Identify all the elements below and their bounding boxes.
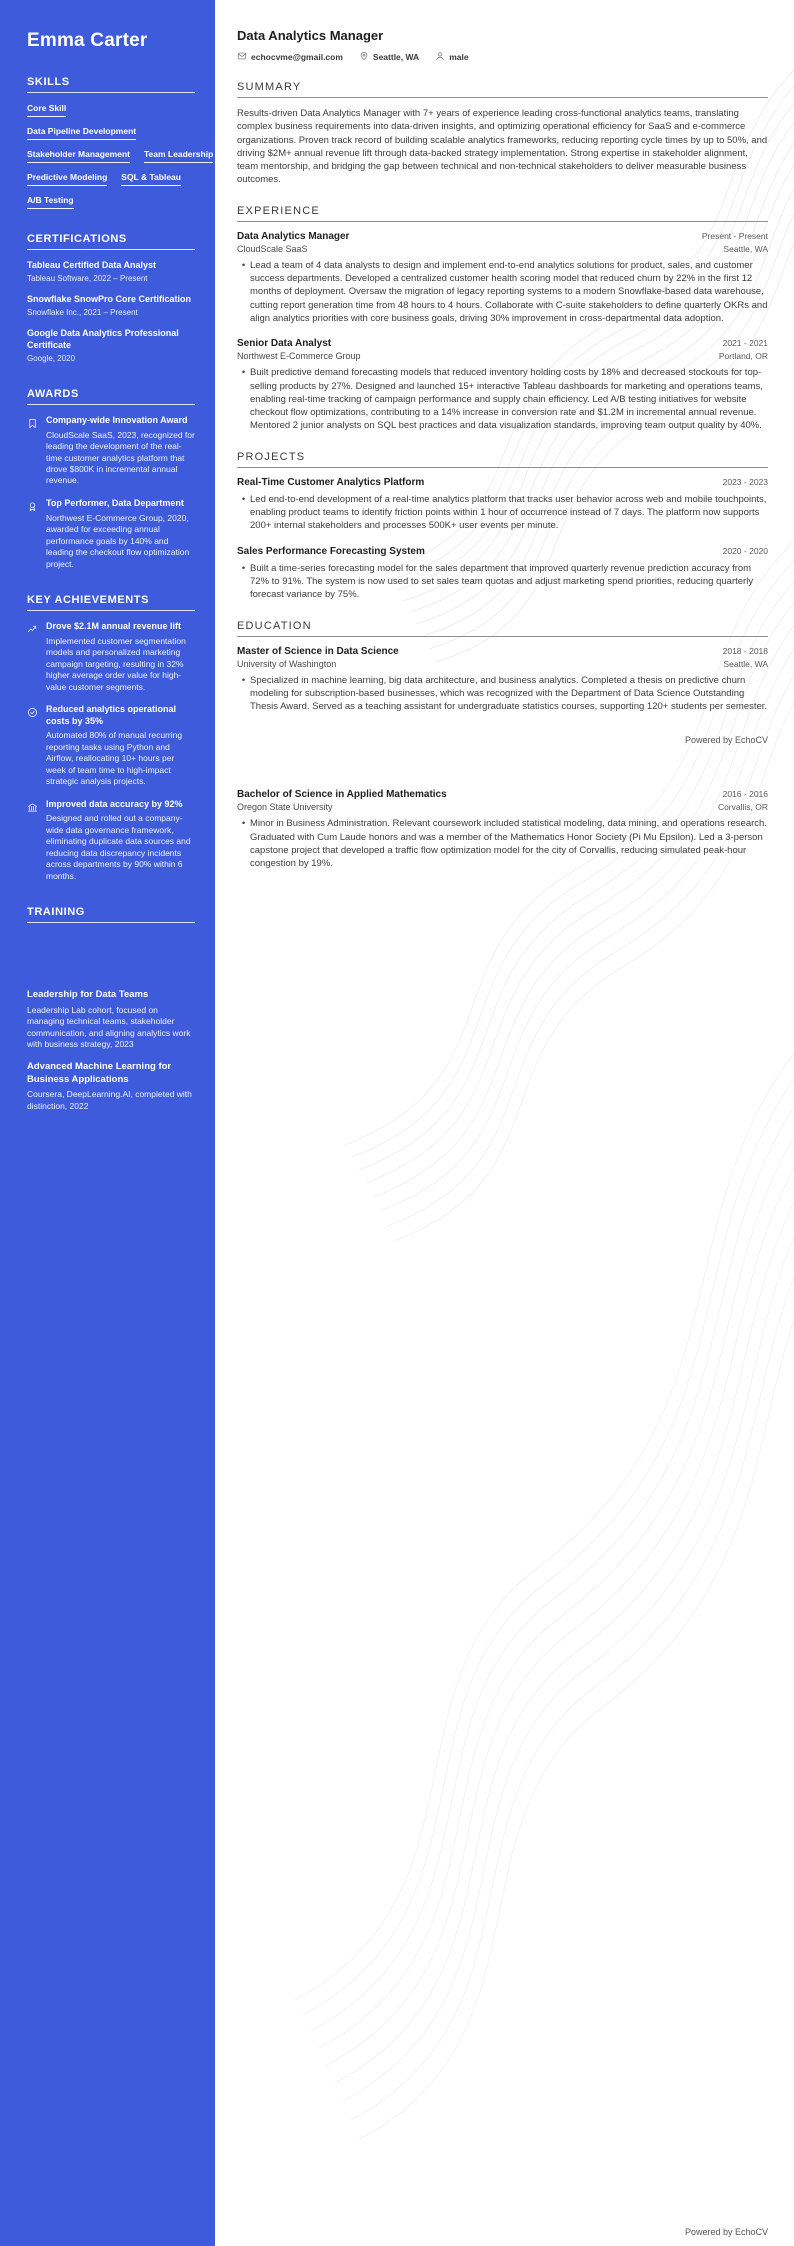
bookmark-icon <box>27 416 39 487</box>
job-role: Data Analytics Manager <box>237 230 350 242</box>
contact-location <box>359 51 419 63</box>
skill-item: Team Leadership <box>144 149 213 163</box>
bank-icon <box>27 800 39 883</box>
skill-item: A/B Testing <box>27 195 74 209</box>
job-title: Data Analytics Manager <box>237 28 384 43</box>
education-section-continued <box>237 789 768 870</box>
education-bullet: • Minor in Business Administration. Relevant coursework included statistical modeling, data mining, and operations research. Graduated with Cum Laude honors and was a member of the Mathematics Honor Society (Pi Mu Epsilon). Led a 3-person capstone project that developed a traffic flow optimization model for the city of Corvallis, reducing simulated peak-hour congestion by 19%. <box>237 817 768 870</box>
job-location: Seattle, WA <box>723 243 768 254</box>
contact-gender <box>435 51 468 63</box>
experience-heading: EXPERIENCE <box>237 205 768 222</box>
job-location: Portland, OR <box>718 351 768 362</box>
contact-email <box>237 51 343 63</box>
project-dates: 2020 - 2020 <box>722 545 768 556</box>
contact-row <box>237 51 768 63</box>
bullet-marker: • <box>241 259 246 271</box>
project-bullet: • Led end-to-end development of a real-time analytics platform that tracks user behavior across web and mobile touchpoints, enabling product teams to identify friction points within 1 hour of occurrence instead of 7 days. The platform now supports 200+ internal stakeholders and processes 500K+ user events per minute. <box>237 493 768 533</box>
training-name: Leadership for Data Teams <box>27 989 149 1001</box>
medal-icon <box>27 499 39 570</box>
training-item <box>27 1061 195 1112</box>
job-company: CloudScale SaaS <box>237 243 308 254</box>
experience-entry <box>237 231 768 325</box>
achievement-detail: Implemented customer segmentation models and personalized marketing campaign targeting, resulting in 32% higher average order value for high-value customer segments. <box>46 635 186 692</box>
projects-heading: PROJECTS <box>237 451 768 468</box>
bullet-marker: • <box>241 674 246 686</box>
achievement-name: Drove $2.1M annual revenue lift <box>46 620 182 631</box>
powered-by-watermark: Powered by EchoCV <box>684 735 768 746</box>
certification-name: Snowflake SnowPro Core Certification <box>27 294 192 305</box>
achievement-item <box>27 621 195 693</box>
project-name: Real-Time Customer Analytics Platform <box>237 476 425 488</box>
envelope-icon <box>237 51 247 63</box>
awards-section <box>27 388 195 570</box>
page-break-gap <box>237 745 768 789</box>
job-dates: Present - Present <box>701 230 768 241</box>
experience-section <box>237 205 768 433</box>
school-location: Seattle, WA <box>723 658 768 669</box>
education-bullet: • Specialized in machine learning, big data architecture, and business analytics. Completed a thesis on predictive churn modeling for subscription-based businesses, which was recognized with the Department of Data Science Outstanding Thesis Award. Served as a teaching assistant for undergraduate statistics courses, supporting 120+ students per semester. <box>237 674 768 714</box>
skills-list <box>27 103 214 209</box>
job-bullet: • Lead a team of 4 data analysts to design and implement end-to-end analytics solutions for product, sales, and customer success departments. Developed a centralized customer health scoring model that reduced churn by 22% in the first 12 months of deployment. Oversaw the migration of legacy reporting systems to a modern Snowflake-based data warehouse, cutting report generation time from 48 hours to 4 hours. Collaborate with C-suite stakeholders to define quarterly OKRs and align analytics priorities with core business goals, driving 30% improvement in cross-departmental data adoption. <box>237 259 768 325</box>
certification-item <box>27 260 195 284</box>
project-entry <box>237 546 768 602</box>
school-name: Oregon State University <box>237 802 333 813</box>
awards-heading: AWARDS <box>27 388 195 405</box>
certification-detail: Google, 2020 <box>27 353 76 363</box>
training-detail: Leadership Lab cohort, focused on managing technical teams, stakeholder communication, and aligning analytics work with business strategy, 2023 <box>27 1004 191 1049</box>
training-item <box>27 989 195 1050</box>
pin-icon <box>359 51 369 63</box>
sidebar <box>0 0 215 2246</box>
job-bullet: • Built predictive demand forecasting models that reduced inventory holding costs by 18% and decreased stockouts for top-selling products by 27%. Designed and launched 15+ interactive Tableau dashboards for marketing and operations teams, enabling real-time tracking of campaign performance and supply chain efficiency. Led A/B testing initiatives for website checkout flow optimizations, contributing to a 14% increase in conversion rate and $1.2M in incremental annual revenue. Mentored 2 junior analysts on SQL best practices and data visualization standards, improving team output quality by 40%. <box>237 366 768 432</box>
skills-heading: SKILLS <box>27 76 195 93</box>
email-value: echocvme@gmail.com <box>251 52 343 62</box>
achievement-detail: Automated 80% of manual recurring reporting tasks using Python and Airflow, reallocating 10+ hours per week of team time to high-impact strategic analysis projects. <box>46 730 183 787</box>
achievement-item <box>27 799 195 883</box>
sidebar-page-gap <box>27 933 195 989</box>
skill-item: Core Skill <box>27 103 66 117</box>
award-detail: Northwest E-Commerce Group, 2020, awarded for exceeding annual performance goals by 140% and leading the checkout flow optimization project. <box>46 512 190 569</box>
bullet-marker: • <box>241 818 246 830</box>
training-name: Advanced Machine Learning for Business Applications <box>27 1061 172 1085</box>
degree-name: Master of Science in Data Science <box>237 645 399 657</box>
project-dates: 2023 - 2023 <box>722 476 768 487</box>
training-heading: TRAINING <box>27 906 195 923</box>
achievement-detail: Designed and rolled out a company-wide data governance framework, eliminating duplicate data sources and reducing data discrepancy incidents across departments by 90% within 6 months. <box>46 813 191 881</box>
experience-entry <box>237 338 768 432</box>
education-section <box>237 620 768 714</box>
job-dates: 2021 - 2021 <box>722 338 768 349</box>
education-entry <box>237 646 768 714</box>
certifications-heading: CERTIFICATIONS <box>27 233 195 250</box>
certification-detail: Tableau Software, 2022 – Present <box>27 273 148 283</box>
certification-name: Tableau Certified Data Analyst <box>27 260 157 270</box>
main-column <box>215 0 794 2246</box>
skill-item: Predictive Modeling <box>27 172 107 186</box>
project-name: Sales Performance Forecasting System <box>237 545 425 557</box>
award-name: Top Performer, Data Department <box>46 497 184 508</box>
certification-detail: Snowflake Inc., 2021 – Present <box>27 307 138 317</box>
location-value: Seattle, WA <box>372 52 420 62</box>
key-achievements-heading: KEY ACHIEVEMENTS <box>27 594 195 611</box>
skill-item: SQL & Tableau <box>121 172 181 186</box>
award-item <box>27 498 195 570</box>
achievement-name: Reduced analytics operational costs by 35% <box>46 704 177 726</box>
award-item <box>27 415 195 487</box>
job-company: Northwest E-Commerce Group <box>237 351 361 362</box>
skill-item: Stakeholder Management <box>27 149 130 163</box>
certification-item <box>27 294 195 318</box>
award-name: Company-wide Innovation Award <box>46 414 188 425</box>
project-entry <box>237 477 768 533</box>
degree-name: Bachelor of Science in Applied Mathematics <box>237 789 447 801</box>
education-heading: EDUCATION <box>237 620 768 637</box>
certification-item <box>27 328 195 364</box>
person-icon <box>435 51 445 63</box>
project-bullet: • Built a time-series forecasting model for the sales department that improved quarterly revenue prediction accuracy from 72% to 91%. The system is now used to set sales team quotas and adjust marketing spend priorities, reducing quarterly forecast variance by 75%. <box>237 562 768 602</box>
training-section <box>27 906 195 1112</box>
candidate-name: Emma Carter <box>27 30 148 51</box>
bullet-marker: • <box>241 562 246 574</box>
achievement-item <box>27 704 195 788</box>
summary-section <box>237 81 768 187</box>
skills-section <box>27 76 214 209</box>
training-detail: Coursera, DeepLearning.AI, completed with distinction, 2022 <box>27 1089 192 1111</box>
gender-value: male <box>449 52 469 62</box>
resume-header <box>237 28 768 63</box>
job-role: Senior Data Analyst <box>237 338 332 350</box>
bullet-marker: • <box>241 367 246 379</box>
key-achievements-section <box>27 594 195 882</box>
education-dates: 2018 - 2018 <box>722 645 768 656</box>
summary-heading: SUMMARY <box>237 81 768 98</box>
school-location: Corvallis, OR <box>717 802 768 813</box>
award-detail: CloudScale SaaS, 2023, recognized for leading the development of the real-time customer analytics platform that drove $800K in incremental annual revenue. <box>46 429 195 486</box>
certification-name: Google Data Analytics Professional Certificate <box>27 328 179 350</box>
certifications-section <box>27 233 195 364</box>
school-name: University of Washington <box>237 658 337 669</box>
education-entry <box>237 789 768 870</box>
bullet-marker: • <box>241 493 246 505</box>
projects-section <box>237 451 768 602</box>
trend-icon <box>27 622 39 693</box>
achievement-name: Improved data accuracy by 92% <box>46 798 183 809</box>
education-dates: 2016 - 2016 <box>722 789 768 800</box>
powered-by-watermark-bottom: Powered by EchoCV <box>684 2227 768 2237</box>
summary-text: Results-driven Data Analytics Manager with 7+ years of experience leading cross-functional analytics teams, translating complex business requirements into data-driven insights, and optimizing operational efficiency for SaaS and e-commerce organizations. Proven track record of building scalable analytics frameworks, reducing reporting cycle times by up to 50%, and driving $2M+ annual revenue lift through data-backed strategy implementation. Strong expertise in stakeholder alignment, team mentorship, and bridging the gap between technical and non-technical stakeholders to deliver measurable business outcomes. <box>237 108 768 186</box>
check-circle-icon <box>27 705 39 788</box>
skill-item: Data Pipeline Development <box>27 126 136 140</box>
